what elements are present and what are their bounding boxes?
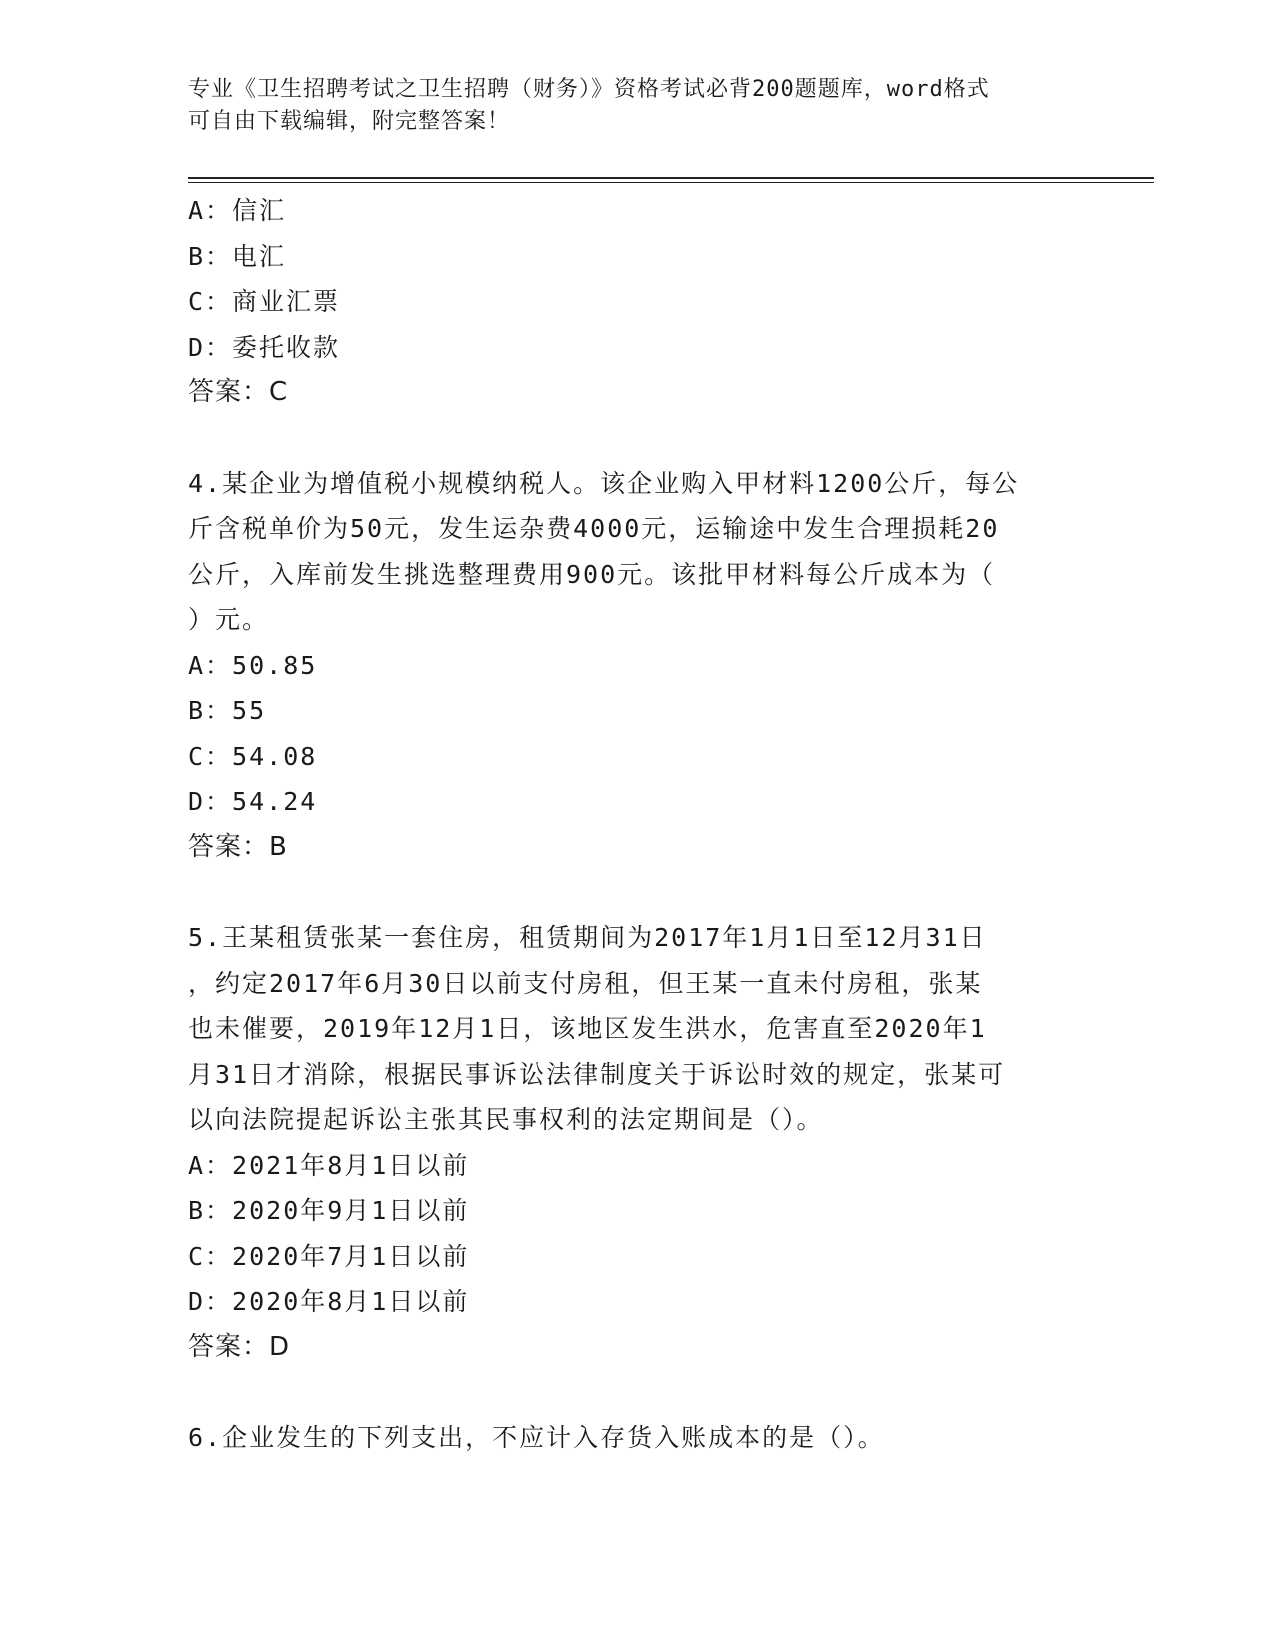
option-b: B：电汇 bbox=[188, 241, 287, 271]
option-a: A：2021年8月1日以前 bbox=[188, 1150, 470, 1180]
spacer bbox=[188, 1370, 1078, 1415]
question-stem-line: 以向法院提起诉讼主张其民事权利的法定期间是（）。 bbox=[188, 1105, 824, 1134]
header-line-2: 可自由下载编辑，附完整答案！ bbox=[188, 109, 511, 134]
header-divider bbox=[188, 177, 1154, 183]
question-4 bbox=[188, 461, 1078, 871]
question-stem-line: 月31日才消除，根据民事诉讼法律制度关于诉讼时效的规定，张某可 bbox=[188, 1059, 1006, 1089]
question-stem-line: 公斤，入库前发生挑选整理费用900元。该批甲材料每公斤成本为（ bbox=[188, 559, 996, 589]
spacer bbox=[188, 870, 1078, 915]
header-line-1: 专业《卫生招聘考试之卫生招聘（财务）》资格考试必背200题题库，word格式 bbox=[188, 77, 990, 102]
option-d: D：2020年8月1日以前 bbox=[188, 1287, 470, 1316]
question-stem-line: 斤含税单价为50元，发生运杂费4000元，运输途中发生合理损耗20 bbox=[188, 514, 1000, 543]
option-c: C：2020年7月1日以前 bbox=[188, 1241, 470, 1271]
question-6 bbox=[188, 1415, 1078, 1461]
option-d: D：委托收款 bbox=[188, 332, 341, 362]
option-c: C：商业汇票 bbox=[188, 287, 341, 316]
document-header bbox=[188, 74, 1068, 138]
question-list bbox=[188, 188, 1078, 1461]
answer: 答案：D bbox=[188, 1331, 291, 1362]
option-b: B：55 bbox=[188, 696, 267, 725]
question-stem-line: 6.企业发生的下列支出，不应计入存货入账成本的是（）。 bbox=[188, 1423, 885, 1452]
option-b: B：2020年9月1日以前 bbox=[188, 1196, 470, 1225]
question-stem-line: 5.王某租赁张某一套住房，租赁期间为2017年1月1日至12月31日 bbox=[188, 923, 987, 952]
option-a: A：信汇 bbox=[188, 196, 287, 225]
option-d: D：54.24 bbox=[188, 787, 318, 816]
question-stem-line: 4.某企业为增值税小规模纳税人。该企业购入甲材料1200公斤，每公 bbox=[188, 468, 1020, 498]
question-5 bbox=[188, 915, 1078, 1370]
spacer bbox=[188, 416, 1078, 461]
question-stem-line: 也未催要，2019年12月1日，该地区发生洪水，危害直至2020年1 bbox=[188, 1014, 987, 1043]
option-c: C：54.08 bbox=[188, 741, 318, 771]
answer: 答案：C bbox=[188, 377, 289, 407]
question-stem-line: ，约定2017年6月30日以前支付房租，但王某一直未付房租，张某 bbox=[188, 968, 983, 998]
answer: 答案：B bbox=[188, 831, 288, 862]
option-a: A：50.85 bbox=[188, 650, 318, 680]
question-3 bbox=[188, 188, 1078, 416]
question-stem-line: ）元。 bbox=[188, 605, 270, 634]
